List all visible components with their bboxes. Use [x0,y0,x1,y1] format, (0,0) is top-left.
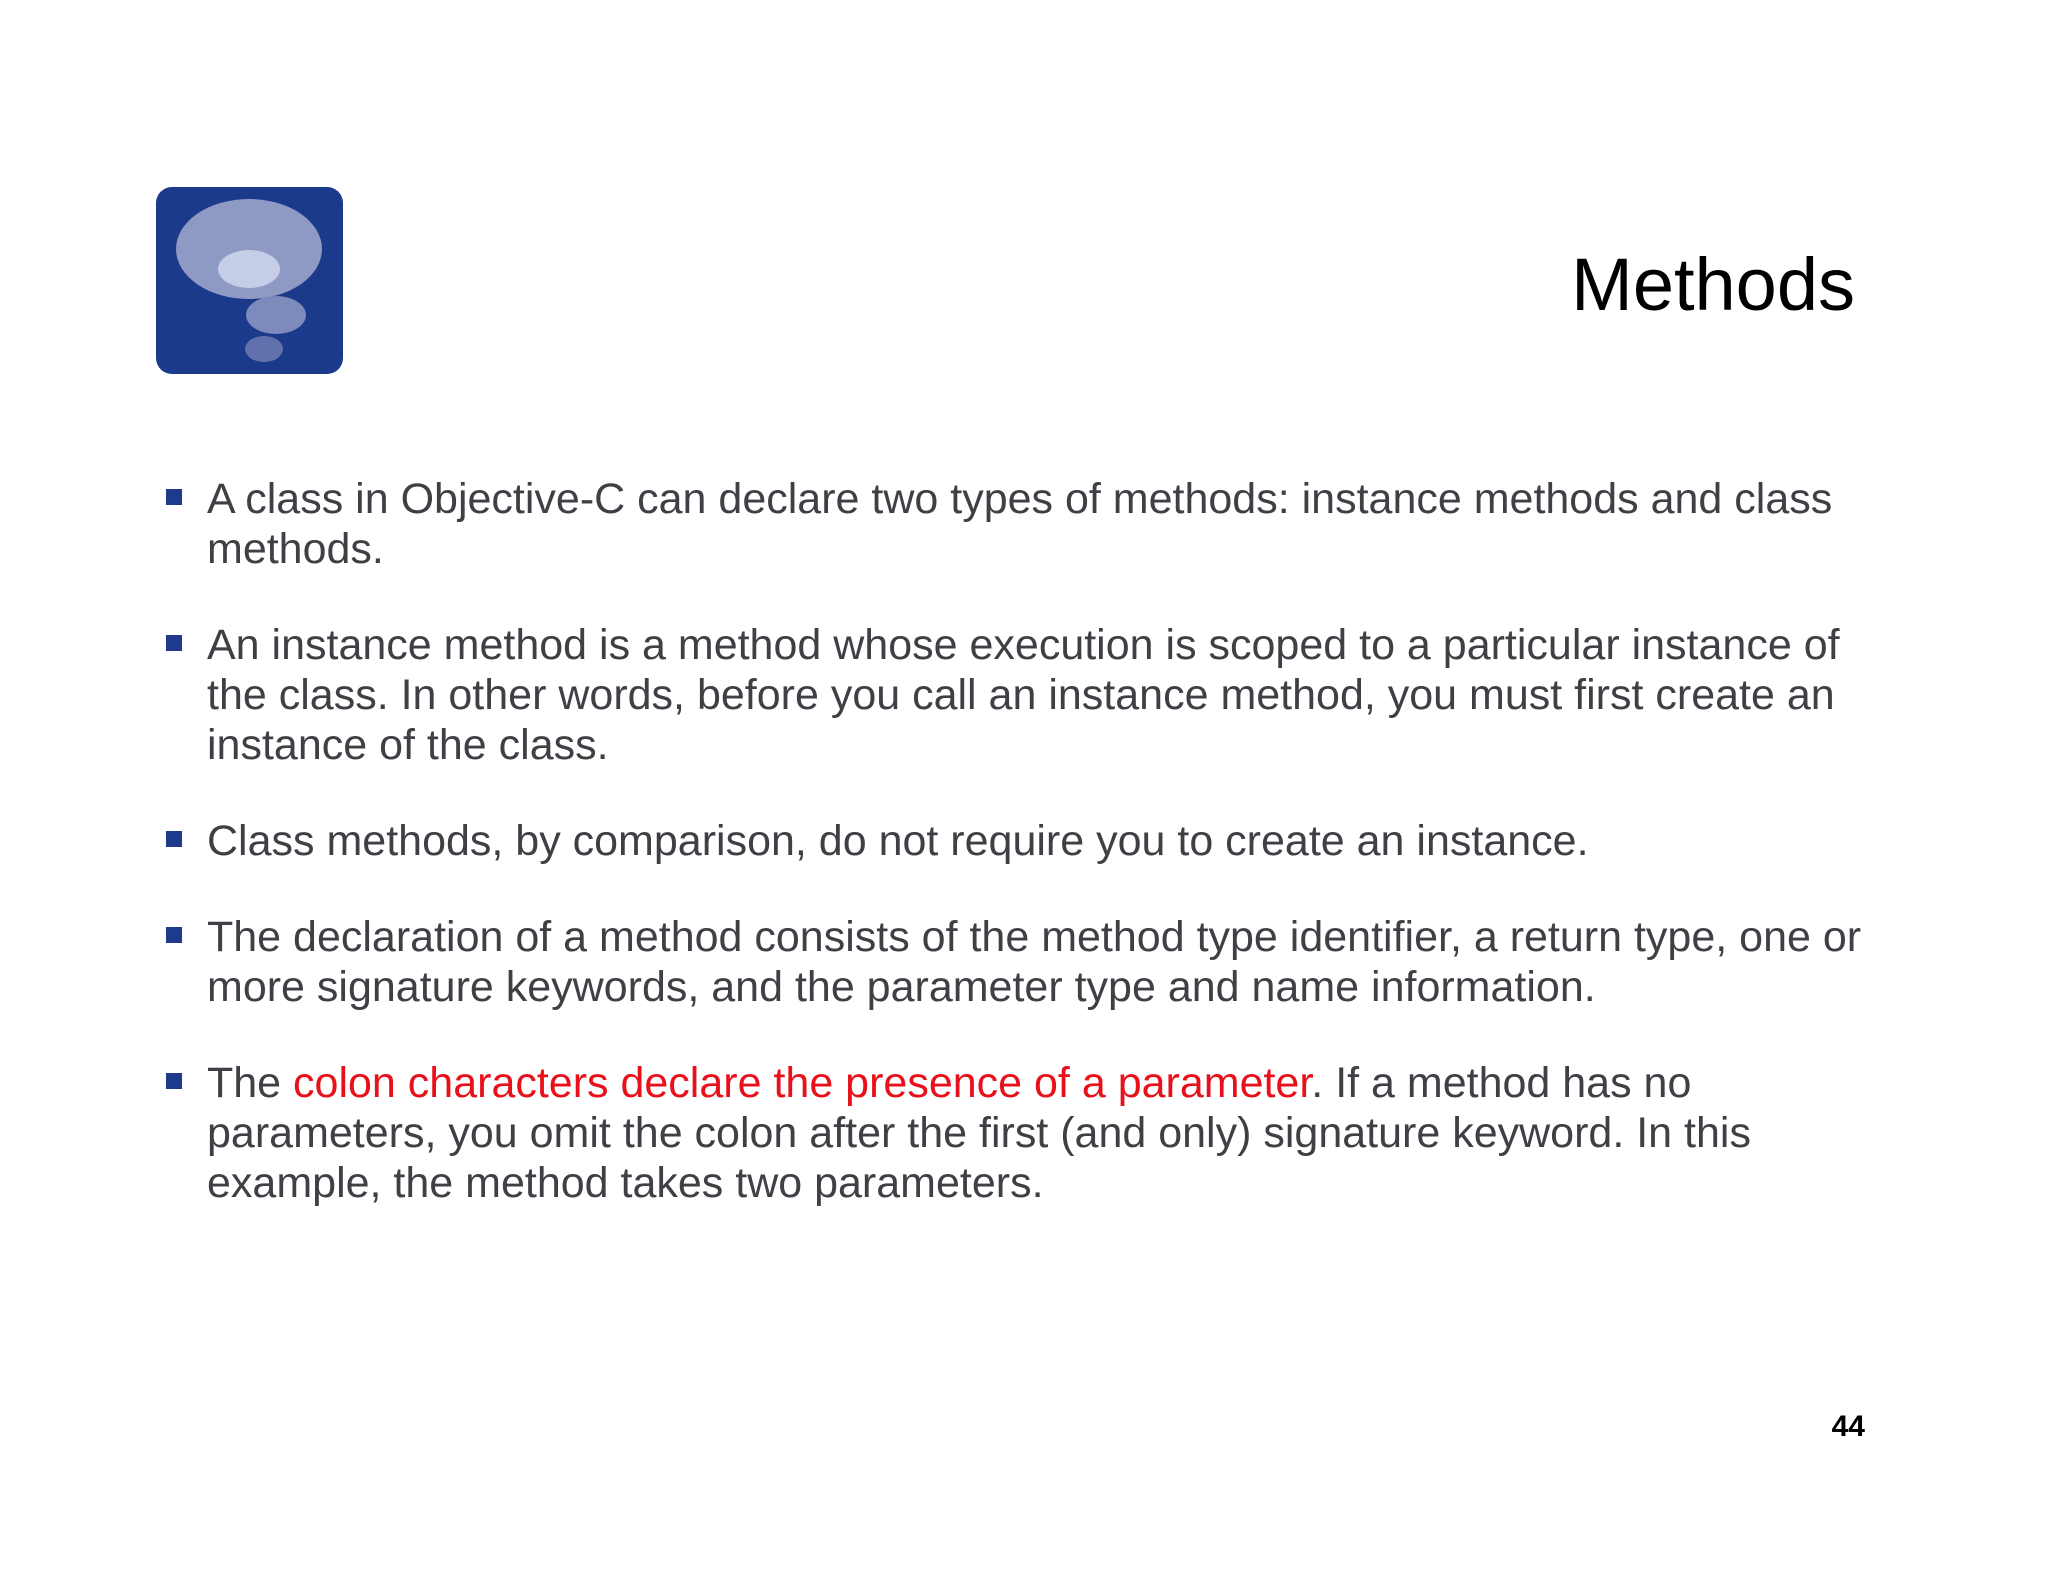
bullet-text: An instance method is a method whose execution is scoped to a particular instance of the class. In other words, before you call an instance method, you must first create an instance of the class. [207,621,1840,769]
square-bullet-icon [166,831,182,847]
bullet-list [162,474,1862,1254]
square-bullet-icon [166,927,182,943]
bullet-text: The declaration of a method consists of the method type identifier, a return type, one or more signature keywords, and the parameter type and name information. [207,913,1862,1011]
square-bullet-icon [166,635,182,651]
square-bullet-icon [166,489,182,505]
slide-title: Methods [1571,243,1855,326]
bullet-item [162,620,1862,770]
bullet-item [162,816,1862,866]
thought-bubble-icon [156,187,343,374]
page-number: 44 [1831,1410,1865,1443]
bullet-text-suffix: . If a method has no parameters, you omit the colon after the first (and only) signature keyword. In this example, the method takes two parameters. [207,1059,1751,1207]
bullet-text: Class methods, by comparison, do not require you to create an instance. [207,817,1589,865]
bullet-text-prefix: The [207,1059,294,1107]
bullet-text: A class in Objective-C can declare two types of methods: instance methods and class methods. [207,475,1833,573]
bullet-item [162,1058,1862,1208]
highlighted-text: colon characters declare the presence of a parameter [293,1059,1312,1107]
bullet-item [162,474,1862,574]
square-bullet-icon [166,1073,182,1089]
bullet-text [207,1058,1862,1208]
bullet-item [162,912,1862,1012]
